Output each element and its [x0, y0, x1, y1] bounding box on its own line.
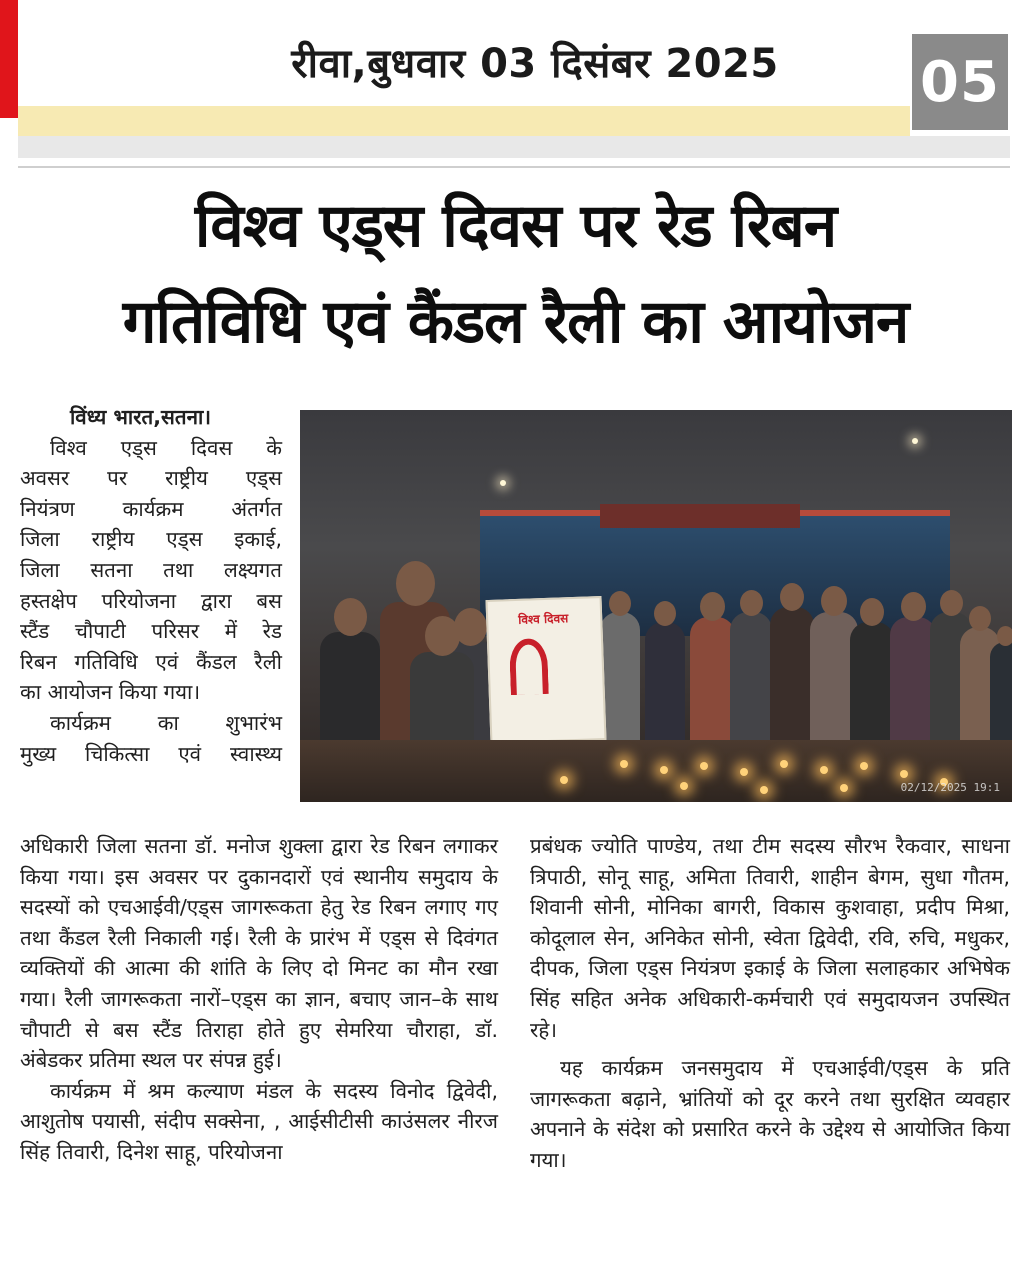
candle-flame — [680, 782, 688, 790]
street-lamp — [500, 480, 506, 486]
intro-line: नियंत्रण कार्यक्रम अंतर्गत — [20, 496, 282, 521]
person-head — [700, 592, 725, 621]
red-ribbon-icon — [509, 638, 549, 695]
page-number-badge: 05 — [912, 34, 1008, 130]
person-head — [997, 626, 1013, 646]
intro-line: हस्तक्षेप परियोजना द्वारा बस — [20, 588, 282, 613]
intro-line: जिला सतना तथा लक्ष्यगत — [20, 557, 282, 582]
right-column-body — [530, 831, 1010, 1176]
paragraph: प्रबंधक ज्योति पाण्डेय, तथा टीम सदस्य सौरभ रैकवार, साधना त्रिपाठी, सोनू साहू, अमिता तिवारी, शाहीन बेगम, सुधा गौतम, शिवानी सोनी, मोनिका बागरी, विकास कुशवाहा, प्रदीप मिश्रा, कोदूलाल सेन, अनिकेत सोनी, स्वेता द्विवेदी, रवि, रुचि, मधुकर, दीपक, जिला एड्स नियंत्रण इकाई के जिला सलाहकार अभिषेक सिंह सहित अनेक अधिकारी-कर्मचारी एवं समुदायजन उपस्थित रहे। — [530, 834, 1010, 1042]
intro-line: मुख्य चिकित्सा एवं स्वास्थ्य — [20, 741, 282, 766]
red-edge-strip — [0, 0, 18, 118]
intro-line: विश्व एड्स दिवस के — [50, 435, 282, 460]
intro-line: कार्यक्रम का शुभारंभ — [50, 710, 282, 735]
person-head — [740, 590, 763, 616]
divider — [18, 166, 1010, 168]
person-silhouette — [770, 607, 814, 762]
intro-line: अवसर पर राष्ट्रीय एड्स — [20, 466, 282, 491]
stall-sign — [600, 504, 800, 528]
person-head — [396, 561, 435, 606]
candle-flame — [820, 766, 828, 774]
candle-flame — [620, 760, 628, 768]
intro-line: का आयोजन किया गया। — [20, 680, 201, 705]
person-head — [425, 616, 460, 656]
headline-line-2: गतिविधि एवं कैंडल रैली का आयोजन — [122, 287, 909, 357]
candle-flame — [700, 762, 708, 770]
person-head — [654, 601, 676, 626]
awareness-banner — [486, 596, 607, 744]
person-head — [860, 598, 884, 626]
paragraph: अधिकारी जिला सतना डॉ. मनोज शुक्ला द्वारा रेड रिबन लगाकर किया गया। इस अवसर पर दुकानदारों एवं स्थानीय समुदाय के सदस्यों को एचआईवी/एड्स जागरूकता हेतु रेड रिबन लगाए गए तथा कैंडल रैली निकाली गई। रैली के प्रारंभ में एड्स से दिवंगत व्यक्तियों की आत्मा की शांति के लिए दो मिनट का मौन रखा गया। रैली जागरूकता नारों–एड्स का ज्ञान, बचाए जान–के साथ चौपाटी से बस स्टैंड तिराहा होते हुए सेमरिया चौराहा, डॉ. अंबेडकर प्रतिमा स्थल पर संपन्न हुई। — [20, 834, 498, 1073]
candle-flame — [660, 766, 668, 774]
news-photo — [300, 410, 1012, 802]
intro-line: जिला राष्ट्रीय एड्स इकाई, — [20, 527, 282, 552]
person-head — [901, 592, 926, 621]
candle-flame — [780, 760, 788, 768]
person-head — [780, 583, 804, 611]
masthead-gray-band — [18, 136, 1010, 158]
masthead-yellow-band — [18, 106, 910, 136]
person-head — [969, 606, 991, 631]
candle-flame — [860, 762, 868, 770]
intro-lines — [20, 433, 282, 770]
photo-timestamp: 02/12/2025 19:1 — [900, 781, 1000, 794]
person-head — [821, 586, 847, 616]
banner-text: विश्व दिवस — [517, 611, 569, 627]
candle-flame — [840, 784, 848, 792]
intro-line: स्टैंड चौपाटी परिसर में रेड — [20, 619, 282, 644]
person-head — [940, 590, 963, 616]
headline — [10, 178, 1021, 370]
left-column-body — [20, 831, 498, 1168]
candle-flame — [560, 776, 568, 784]
paragraph: कार्यक्रम में श्रम कल्याण मंडल के सदस्य विनोद द्विवेदी, आशुतोष पयासी, संदीप सक्सेना, , आईसीटीसी काउंसलर नीरज सिंह तिवारी, दिनेश साहू, परियोजना — [20, 1078, 498, 1164]
byline: विंध्य भारत,सतना। — [70, 405, 212, 429]
person-head — [609, 591, 631, 616]
candle-flame — [760, 786, 768, 794]
person-head — [334, 598, 367, 636]
street-lamp — [912, 438, 918, 444]
date-line: रीवा,बुधवार 03 दिसंबर 2025 — [291, 41, 779, 87]
intro-line: रिबन गतिविधि एवं कैंडल रैली — [20, 649, 282, 674]
paragraph: यह कार्यक्रम जनसमुदाय में एचआईवी/एड्स के प्रति जागरूकता बढ़ाने, भ्रांतियों को दूर करने तथा सुरक्षित व्यवहार अपनाने के संदेश को प्रसारित करने के उद्देश्य से आयोजित किया गया। — [530, 1056, 1010, 1172]
left-narrow-column — [20, 402, 282, 769]
candle-flame — [900, 770, 908, 778]
headline-line-1: विश्व एड्स दिवस पर रेड रिबन — [194, 191, 837, 261]
candle-flame — [740, 768, 748, 776]
